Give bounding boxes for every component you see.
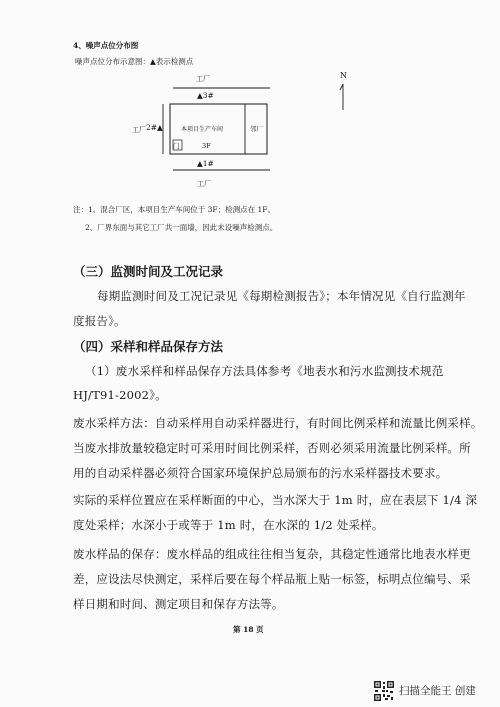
north-label: N xyxy=(340,71,347,80)
para-4-line-3: 样日期和时间、测定项目和保存方法等。 xyxy=(73,597,284,611)
para-3-line-2: 度处采样；水深小于或等于 1m 时，在水深的 1/2 处采样。 xyxy=(73,518,384,532)
point-2-marker: 2#▲ xyxy=(146,123,163,132)
para-2-line-2: 当废水排放量较稳定时可采用时间比例采样，否则必须采用流量比例采样。所 xyxy=(73,441,471,455)
point-1-marker: ▲1# xyxy=(197,159,214,168)
para-2-line-3: 用的自动采样器必须符合国家环境保护总局颁布的污水采样器技术要求。 xyxy=(73,466,448,480)
factory-left-label: 工厂 xyxy=(132,126,146,134)
para-4-line-1: 废水样品的保存：废水样品的组成往往相当复杂，其稳定性通常比地表水样更 xyxy=(73,547,471,561)
section-3-para-line-1: 每期监测时间及工况记录见《每期检测报告》；本年情况见《自行监测年 xyxy=(97,289,466,303)
section-4-heading: （四）采样和样品保存方法 xyxy=(73,339,224,354)
section-4-title: 4、噪声点位分布图 xyxy=(73,41,139,50)
diagram-note-1: 注：1、混合厂区，本项目生产车间位于 3F；检测点在 1F。 xyxy=(73,205,275,214)
floor-label: 3F xyxy=(202,142,211,150)
section-3-heading: （三）监测时间及工况记录 xyxy=(73,264,224,279)
para-2-line-1: 废水采样方法：自动采样用自动采样器进行，有时间比例采样和流量比例采样。 xyxy=(73,416,483,430)
para-3-line-1: 实际的采样位置应在采样断面的中心，当水深大于 1m 时，应在表层下 1/4 深 xyxy=(73,493,478,507)
point-3-marker: ▲3# xyxy=(197,91,214,100)
para-1-line-2: HJ/T91-2002》。 xyxy=(73,388,167,402)
para-4-line-2: 差，应设法尽快测定，采样后要在每个样品瓶上贴一标签，标明点位编号、采 xyxy=(73,572,471,586)
qr-code-icon xyxy=(373,680,395,702)
neighbor-factory-label: 邻厂 xyxy=(250,125,263,133)
factory-top-label: 工厂 xyxy=(196,75,210,83)
page-number: 第 18 页 xyxy=(233,625,264,634)
section-3-para-line-2: 度报告》。 xyxy=(73,314,126,328)
building-label: 本项目生产车间 xyxy=(181,126,224,133)
factory-bottom-label: 工厂 xyxy=(197,180,211,188)
door-label: 门 xyxy=(173,142,180,150)
scanner-watermark: 扫描全能王 创建 xyxy=(399,685,476,697)
diagram-caption: 噪声点位分布示意图：▲表示检测点 xyxy=(75,57,194,66)
diagram-note-2: 2、厂界东面与其它工厂共一面墙，因此未设噪声检测点。 xyxy=(85,223,278,232)
para-1-line-1: （1）废水采样和样品保存方法具体参考《地表水和污水监测技术规范 xyxy=(85,364,444,378)
